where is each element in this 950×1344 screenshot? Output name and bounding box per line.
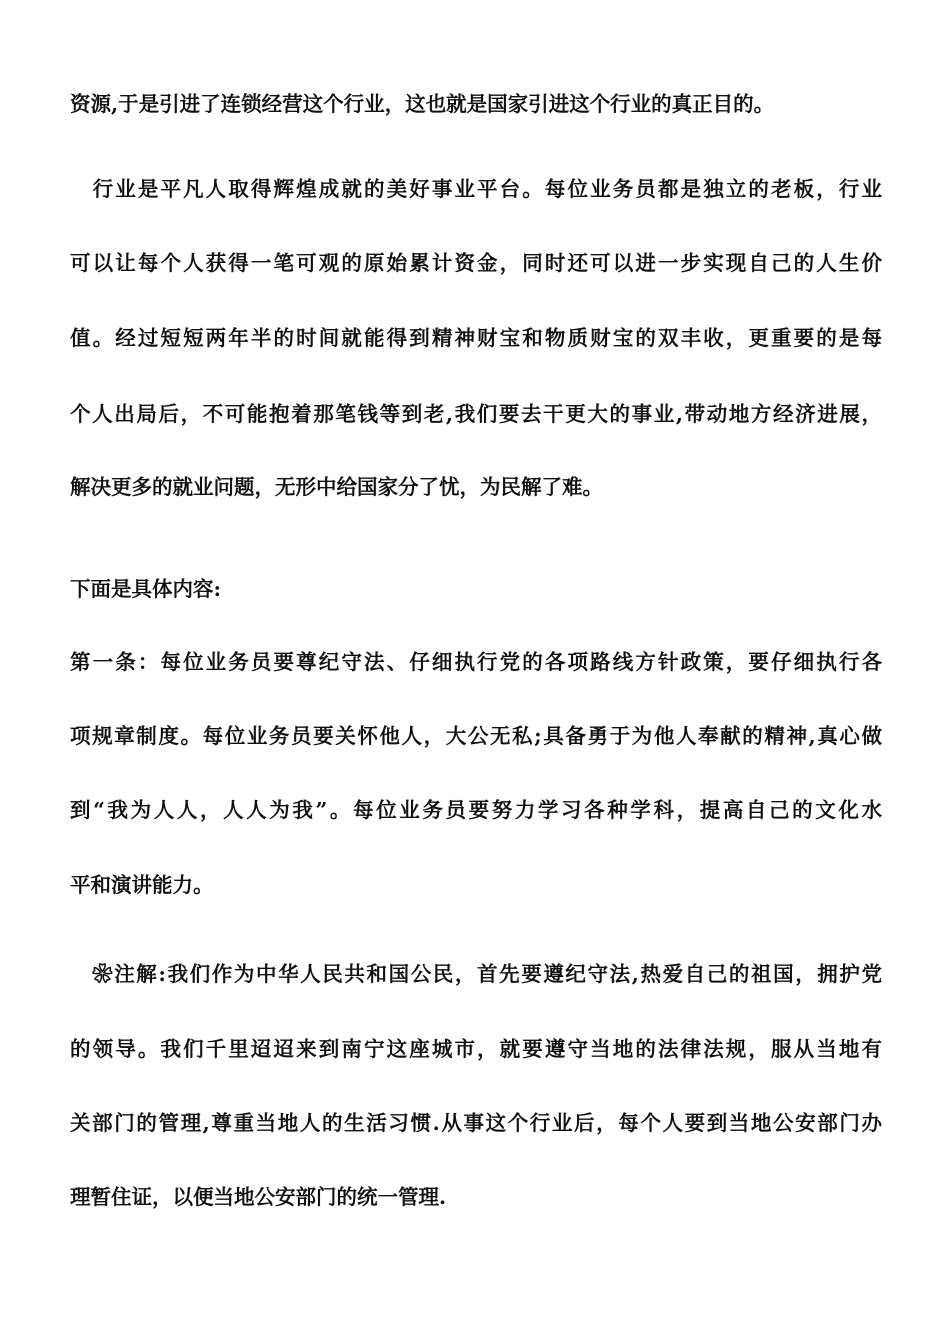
text-line: 关部门的管理,尊重当地人的生活习惯.从事这个行业后，每个人要到当地公安部门办 — [70, 1111, 882, 1135]
text-line: 下面是具体内容: — [70, 577, 222, 601]
text-line: 项规章制度。每位业务员要关怀他人，大公无私;具备勇于为他人奉献的精神,真心做 — [70, 724, 882, 748]
text-line: 理暂住证，以便当地公安部门的统一管理. — [70, 1185, 447, 1209]
text-line: 可以让每个人获得一笔可观的原始累计资金，同时还可以进一步实现自己的人生价 — [70, 251, 882, 275]
text-line: 行业是平凡人取得辉煌成就的美好事业平台。每位业务员都是独立的老板，行业 — [70, 177, 882, 201]
text-line: 个人出局后，不可能抱着那笔钱等到老,我们要去干更大的事业,带动地方经济进展， — [70, 402, 882, 426]
text-line: 到“我为人人，人人为我”。每位业务员要努力学习各种学科，提高自己的文化水 — [70, 798, 882, 822]
text-line: 资源,于是引进了连锁经营这个行业，这也就是国家引进这个行业的真正目的。 — [70, 92, 775, 116]
text-line: ❀注解:我们作为中华人民共和国公民，首先要遵纪守法,热爱自己的祖国，拥护党 — [70, 962, 882, 986]
text-line: 第一条：每位业务员要尊纪守法、仔细执行党的各项路线方针政策，要仔细执行各 — [70, 650, 882, 674]
text-line: 平和演讲能力。 — [70, 873, 214, 897]
text-line: 值。经过短短两年半的时间就能得到精神财宝和物质财宝的双丰收，更重要的是每 — [70, 326, 882, 350]
text-line: 的领导。我们千里迢迢来到南宁这座城市，就要遵守当地的法律法规，服从当地有 — [70, 1037, 882, 1061]
text-line: 解决更多的就业问题，无形中给国家分了忧，为民解了难。 — [70, 475, 603, 499]
